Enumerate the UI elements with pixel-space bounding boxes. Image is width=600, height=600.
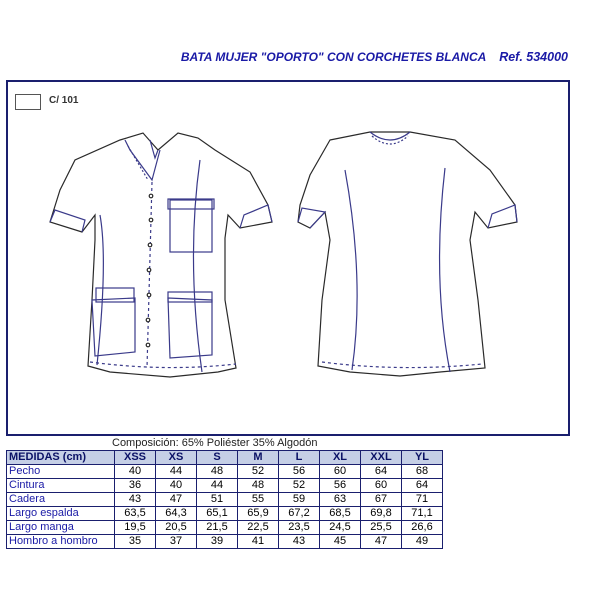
measurement-value: 37	[156, 535, 197, 549]
measurement-value: 60	[320, 465, 361, 479]
table-row	[7, 479, 443, 493]
measurement-value: 43	[115, 493, 156, 507]
measurement-value: 48	[197, 465, 238, 479]
snap-fasteners	[146, 194, 153, 347]
measurement-value: 56	[279, 465, 320, 479]
table-row	[7, 507, 443, 521]
measurement-value: 36	[115, 479, 156, 493]
measurement-value: 44	[197, 479, 238, 493]
measurement-value: 60	[361, 479, 402, 493]
measurement-value: 19,5	[115, 521, 156, 535]
measurement-value: 44	[156, 465, 197, 479]
measurement-value: 64	[402, 479, 443, 493]
measurement-value: 64	[361, 465, 402, 479]
measurement-label: Cintura	[7, 479, 115, 493]
measurement-value: 43	[279, 535, 320, 549]
measurement-value: 21,5	[197, 521, 238, 535]
measurement-value: 40	[156, 479, 197, 493]
measurement-value: 40	[115, 465, 156, 479]
size-measurement-table	[6, 450, 443, 549]
table-row	[7, 521, 443, 535]
size-header: S	[197, 451, 238, 465]
size-header: XSS	[115, 451, 156, 465]
measurement-value: 22,5	[238, 521, 279, 535]
measurement-value: 45	[320, 535, 361, 549]
size-header: XL	[320, 451, 361, 465]
size-header: XXL	[361, 451, 402, 465]
color-code-label: C/ 101	[49, 95, 79, 106]
measurement-label: Pecho	[7, 465, 115, 479]
measurement-value: 24,5	[320, 521, 361, 535]
measurement-value: 63	[320, 493, 361, 507]
measurement-value: 20,5	[156, 521, 197, 535]
garment-back-view	[298, 132, 517, 376]
size-header: L	[279, 451, 320, 465]
measurement-value: 69,8	[361, 507, 402, 521]
size-header: M	[238, 451, 279, 465]
measurement-value: 67,2	[279, 507, 320, 521]
measurement-value: 35	[115, 535, 156, 549]
measurement-value: 25,5	[361, 521, 402, 535]
measurement-value: 55	[238, 493, 279, 507]
measurement-label: Hombro a hombro	[7, 535, 115, 549]
measurement-value: 52	[279, 479, 320, 493]
table-corner-label: MEDIDAS (cm)	[7, 451, 115, 465]
measurement-value: 56	[320, 479, 361, 493]
measurement-value: 68,5	[320, 507, 361, 521]
measurement-value: 23,5	[279, 521, 320, 535]
table-row	[7, 535, 443, 549]
size-header: XS	[156, 451, 197, 465]
fabric-composition: Composición: 65% Poliéster 35% Algodón	[112, 437, 318, 449]
document-title: BATA MUJER "OPORTO" CON CORCHETES BLANCA	[180, 50, 486, 64]
measurement-value: 68	[402, 465, 443, 479]
measurement-label: Largo manga	[7, 521, 115, 535]
measurement-value: 71,1	[402, 507, 443, 521]
size-header-row	[7, 451, 443, 465]
measurement-value: 41	[238, 535, 279, 549]
measurement-value: 47	[361, 535, 402, 549]
measurement-value: 39	[197, 535, 238, 549]
measurement-value: 67	[361, 493, 402, 507]
measurement-value: 52	[238, 465, 279, 479]
table-row	[7, 493, 443, 507]
measurement-value: 59	[279, 493, 320, 507]
measurement-label: Largo espalda	[7, 507, 115, 521]
measurement-value: 26,6	[402, 521, 443, 535]
reference-code: Ref. 534000	[499, 50, 568, 64]
measurement-value: 51	[197, 493, 238, 507]
measurement-value: 49	[402, 535, 443, 549]
measurement-value: 47	[156, 493, 197, 507]
measurement-value: 65,1	[197, 507, 238, 521]
table-row	[7, 465, 443, 479]
size-header: YL	[402, 451, 443, 465]
measurement-value: 48	[238, 479, 279, 493]
garment-front-view	[50, 133, 272, 377]
measurement-label: Cadera	[7, 493, 115, 507]
measurement-value: 64,3	[156, 507, 197, 521]
measurement-value: 65,9	[238, 507, 279, 521]
measurement-value: 71	[402, 493, 443, 507]
measurement-value: 63,5	[115, 507, 156, 521]
